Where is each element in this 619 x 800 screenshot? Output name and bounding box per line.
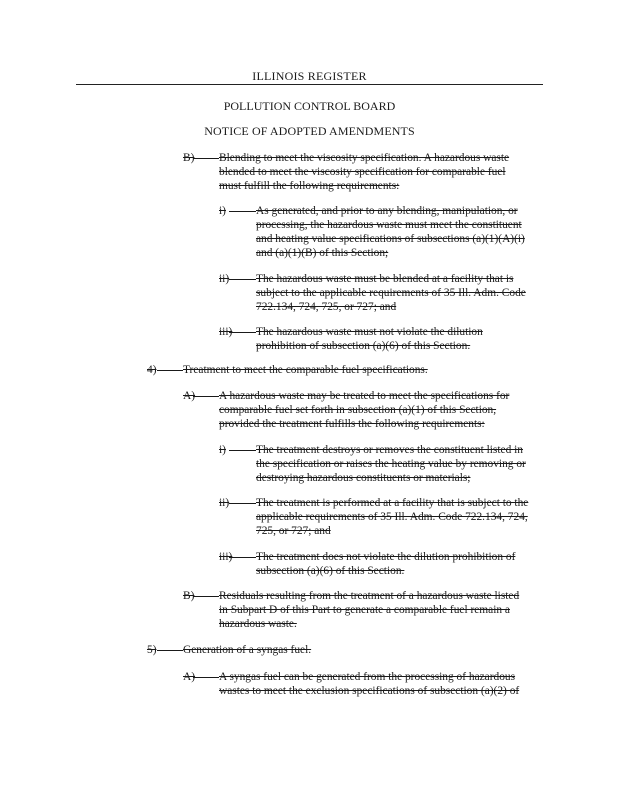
strike-line xyxy=(229,450,256,451)
text-line: Blending to meet the viscosity specification. A hazardous waste xyxy=(219,152,510,164)
item-text xyxy=(219,670,519,698)
strike-line xyxy=(193,158,219,159)
text-line: and heating value specifications of subsections (a)(1)(A)(i) xyxy=(256,233,525,245)
text-line: applicable requirements of 35 Ill. Adm. Code 722.134, 724, xyxy=(256,511,528,523)
board-title: POLLUTION CONTROL BOARD xyxy=(223,99,396,113)
item-text xyxy=(256,272,526,314)
strike-line xyxy=(229,503,256,504)
item-marker: B) xyxy=(183,590,195,602)
text-line: subject to the applicable requirements of 35 Ill. Adm. Code xyxy=(256,287,526,299)
register-title: ILLINOIS REGISTER xyxy=(252,69,367,83)
text-line: 725, or 727; and xyxy=(256,525,331,537)
text-line: A syngas fuel can be generated from the processing of hazardous xyxy=(219,671,516,683)
item-marker: A) xyxy=(183,390,196,402)
text-line: processing, the hazardous waste must meet the constituent xyxy=(256,219,522,231)
text-line: comparable fuel set forth in subsection (a)(1) of this Section, xyxy=(219,404,497,416)
item-text xyxy=(219,151,509,193)
text-line: subsection (a)(6) of this Section. xyxy=(256,565,405,577)
text-line: destroying hazardous constituents or materials; xyxy=(256,472,471,484)
text-line: must fulfill the following requirements: xyxy=(219,180,400,192)
strike-line xyxy=(229,279,256,280)
item-text xyxy=(256,550,515,578)
item-text xyxy=(219,589,519,631)
text-line: 722.134, 724, 725, or 727; and xyxy=(256,301,397,313)
strike-line xyxy=(157,370,183,371)
item-marker: B) xyxy=(183,152,195,164)
item-text xyxy=(256,496,528,538)
header-rule xyxy=(76,84,543,85)
text-line: prohibition of subsection (a)(6) of this Section. xyxy=(256,340,471,352)
item-marker: i) xyxy=(219,444,226,456)
text-line: wastes to meet the exclusion specifications of subsection (a)(2) of xyxy=(219,685,520,697)
text-line: The treatment destroys or removes the constituent listed in xyxy=(256,444,523,456)
strike-line xyxy=(229,332,256,333)
text-line: provided the treatment fulfills the following requirements: xyxy=(219,418,485,430)
item-marker: A) xyxy=(183,671,196,683)
item-text xyxy=(256,325,483,353)
item-marker: 4) xyxy=(147,364,157,376)
strike-line xyxy=(193,596,219,597)
text-line: The treatment does not violate the dilution prohibition of xyxy=(256,551,516,563)
item-marker: ii) xyxy=(219,273,230,285)
text-line: The hazardous waste must be blended at a facility that is xyxy=(256,273,514,285)
item-marker: iii) xyxy=(219,326,233,338)
item-marker: 5) xyxy=(147,644,157,656)
strike-line xyxy=(193,677,219,678)
notice-title: NOTICE OF ADOPTED AMENDMENTS xyxy=(204,124,415,138)
item-text xyxy=(183,363,428,377)
text-line: The hazardous waste must not violate the dilution xyxy=(256,326,483,338)
item-text xyxy=(183,643,311,657)
strike-line xyxy=(157,650,183,651)
item-text xyxy=(219,389,509,431)
item-marker: ii) xyxy=(219,497,230,509)
text-line: in Subpart D of this Part to generate a comparable fuel remain a xyxy=(219,604,510,616)
strike-line xyxy=(229,211,256,212)
text-line: The treatment is performed at a facility that is subject to the xyxy=(256,497,529,509)
strike-line xyxy=(229,557,256,558)
text-line: Generation of a syngas fuel. xyxy=(183,644,312,656)
item-marker: i) xyxy=(219,205,226,217)
text-line: blended to meet the viscosity specification for comparable fuel xyxy=(219,166,506,178)
text-line: A hazardous waste may be treated to meet the specifications for xyxy=(219,390,510,402)
item-marker: iii) xyxy=(219,551,233,563)
text-line: the specification or raises the heating value by removing or xyxy=(256,458,526,470)
strike-line xyxy=(193,396,219,397)
text-line: As generated, and prior to any blending, manipulation, or xyxy=(256,205,518,217)
text-line: hazardous waste. xyxy=(219,618,297,630)
item-text xyxy=(256,443,526,485)
item-text xyxy=(256,204,525,260)
text-line: and (a)(1)(B) of this Section; xyxy=(256,247,389,259)
text-line: Treatment to meet the comparable fuel specifications. xyxy=(183,364,428,376)
text-line: Residuals resulting from the treatment of a hazardous waste listed xyxy=(219,590,520,602)
